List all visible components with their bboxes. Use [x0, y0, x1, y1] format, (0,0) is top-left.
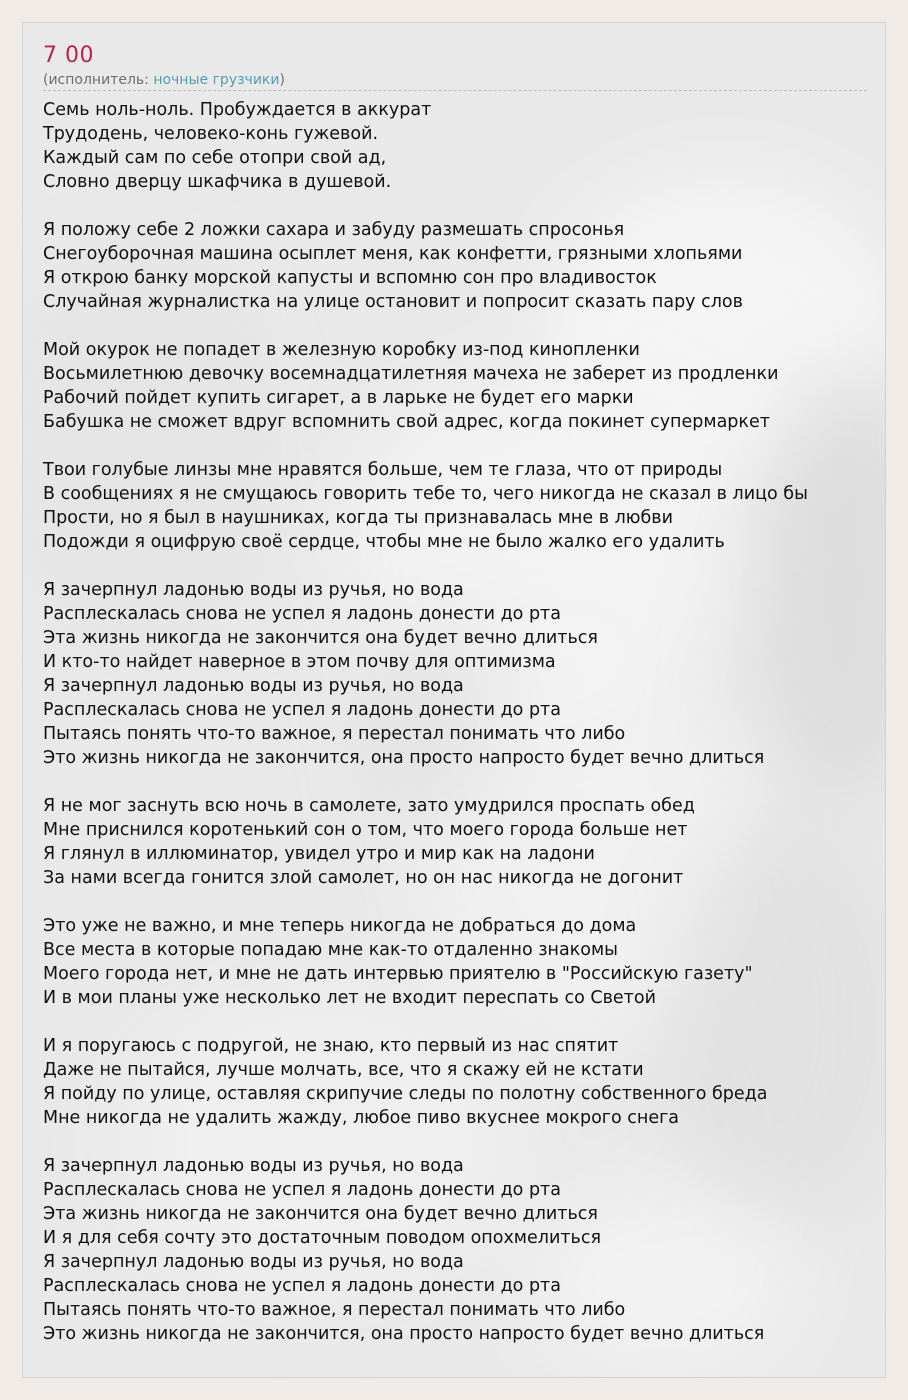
lyric-line: И в мои планы уже несколько лет не входит переспать со Светой: [43, 988, 656, 1008]
lyric-line: И я поругаюсь с подругой, не знаю, кто первый из нас спятит: [43, 1036, 619, 1056]
lyric-line: Снегоуборочная машина осыплет меня, как конфетти, грязными хлопьями: [43, 244, 743, 264]
lyric-line: Пытаясь понять что-то важное, я перестал понимать что либо: [43, 724, 626, 744]
lyric-line: Расплескалась снова не успел я ладонь донести до рта: [43, 1180, 561, 1200]
lyric-line: Пытаясь понять что-то важное, я перестал понимать что либо: [43, 1300, 626, 1320]
lyric-line: Я глянул в иллюминатор, увидел утро и мир как на ладони: [43, 844, 595, 864]
lyric-line: Эта жизнь никогда не закончится она будет вечно длиться: [43, 628, 598, 648]
lyric-line: Я положу себе 2 ложки сахара и забуду размешать спросонья: [43, 220, 625, 240]
lyric-line: Расплескалась снова не успел я ладонь донести до рта: [43, 604, 561, 624]
lyrics-text: [43, 98, 886, 1346]
stanza: [43, 1154, 886, 1346]
artist-suffix: ): [279, 72, 285, 88]
lyric-line: Расплескалась снова не успел я ладонь донести до рта: [43, 1276, 561, 1296]
lyric-line: Рабочий пойдет купить сигарет, а в ларьке не будет его марки: [43, 388, 634, 408]
stanza: [43, 794, 886, 890]
lyric-line: Я зачерпнул ладонью воды из ручья, но вода: [43, 676, 464, 696]
lyric-line: Мне приснился коротенький сон о том, что моего города больше нет: [43, 820, 688, 840]
lyric-line: И я для себя сочту это достаточным поводом опохмелиться: [43, 1228, 601, 1248]
song-title: 7 00: [43, 43, 94, 68]
artist-line: [43, 71, 867, 91]
lyric-line: Это жизнь никогда не закончится, она просто напросто будет вечно длиться: [43, 748, 765, 768]
lyric-line: Эта жизнь никогда не закончится она будет вечно длиться: [43, 1204, 598, 1224]
lyric-line: Бабушка не сможет вдруг вспомнить свой адрес, когда покинет супермаркет: [43, 412, 770, 432]
lyric-line: Это уже не важно, и мне теперь никогда не добраться до дома: [43, 916, 637, 936]
lyric-line: Даже не пытайся, лучше молчать, все, что я скажу ей не кстати: [43, 1060, 644, 1080]
lyric-line: Я зачерпнул ладонью воды из ручья, но вода: [43, 1156, 464, 1176]
stanza: [43, 338, 886, 434]
stanza: [43, 218, 886, 314]
artist-link[interactable]: ночные грузчики: [153, 72, 280, 88]
lyric-line: Мой окурок не попадет в железную коробку из-под кинопленки: [43, 340, 640, 360]
lyric-line: За нами всегда гонится злой самолет, но он нас никогда не догонит: [43, 868, 684, 888]
lyric-line: Мне никогда не удалить жажду, любое пиво вкуснее мокрого снега: [43, 1108, 680, 1128]
lyric-line: Трудодень, человеко-конь гужевой.: [43, 124, 379, 144]
lyric-line: Подожди я оцифрую своё сердце, чтобы мне не было жалко его удалить: [43, 532, 725, 552]
lyric-line: Я открою банку морской капусты и вспомню сон про владивосток: [43, 268, 657, 288]
lyric-line: Семь ноль-ноль. Пробуждается в аккурат: [43, 100, 432, 120]
lyrics-content: [43, 41, 886, 1370]
lyric-line: Я зачерпнул ладонью воды из ручья, но вода: [43, 580, 464, 600]
lyrics-panel: [22, 22, 886, 1378]
lyric-line: Я не мог заснуть всю ночь в самолете, зато умудрился проспать обед: [43, 796, 695, 816]
lyric-line: И кто-то найдет наверное в этом почву для оптимизма: [43, 652, 556, 672]
lyric-line: В сообщениях я не смущаюсь говорить тебе то, чего никогда не сказал в лицо бы: [43, 484, 808, 504]
stanza: [43, 98, 886, 194]
lyric-line: Моего города нет, и мне не дать интервью приятелю в "Российскую газету": [43, 964, 753, 984]
stanza: [43, 578, 886, 770]
lyric-line: Это жизнь никогда не закончится, она просто напросто будет вечно длиться: [43, 1324, 765, 1344]
stanza: [43, 458, 886, 554]
lyric-line: Все места в которые попадаю мне как-то отдаленно знакомы: [43, 940, 618, 960]
lyric-line: Словно дверцу шкафчика в душевой.: [43, 172, 392, 192]
artist-prefix: (исполнитель:: [43, 72, 154, 88]
lyric-line: Прости, но я был в наушниках, когда ты признавалась мне в любви: [43, 508, 673, 528]
stanza: [43, 914, 886, 1010]
lyric-line: Твои голубые линзы мне нравятся больше, чем те глаза, что от природы: [43, 460, 723, 480]
lyric-line: Расплескалась снова не успел я ладонь донести до рта: [43, 700, 561, 720]
lyric-line: Я зачерпнул ладонью воды из ручья, но вода: [43, 1252, 464, 1272]
lyric-line: Каждый сам по себе отопри свой ад,: [43, 148, 387, 168]
lyric-line: Я пойду по улице, оставляя скрипучие следы по полотну собственного бреда: [43, 1084, 768, 1104]
lyric-line: Случайная журналистка на улице остановит и попросит сказать пару слов: [43, 292, 743, 312]
stanza: [43, 1034, 886, 1130]
lyric-line: Восьмилетнюю девочку восемнадцатилетняя мачеха не заберет из продленки: [43, 364, 779, 384]
